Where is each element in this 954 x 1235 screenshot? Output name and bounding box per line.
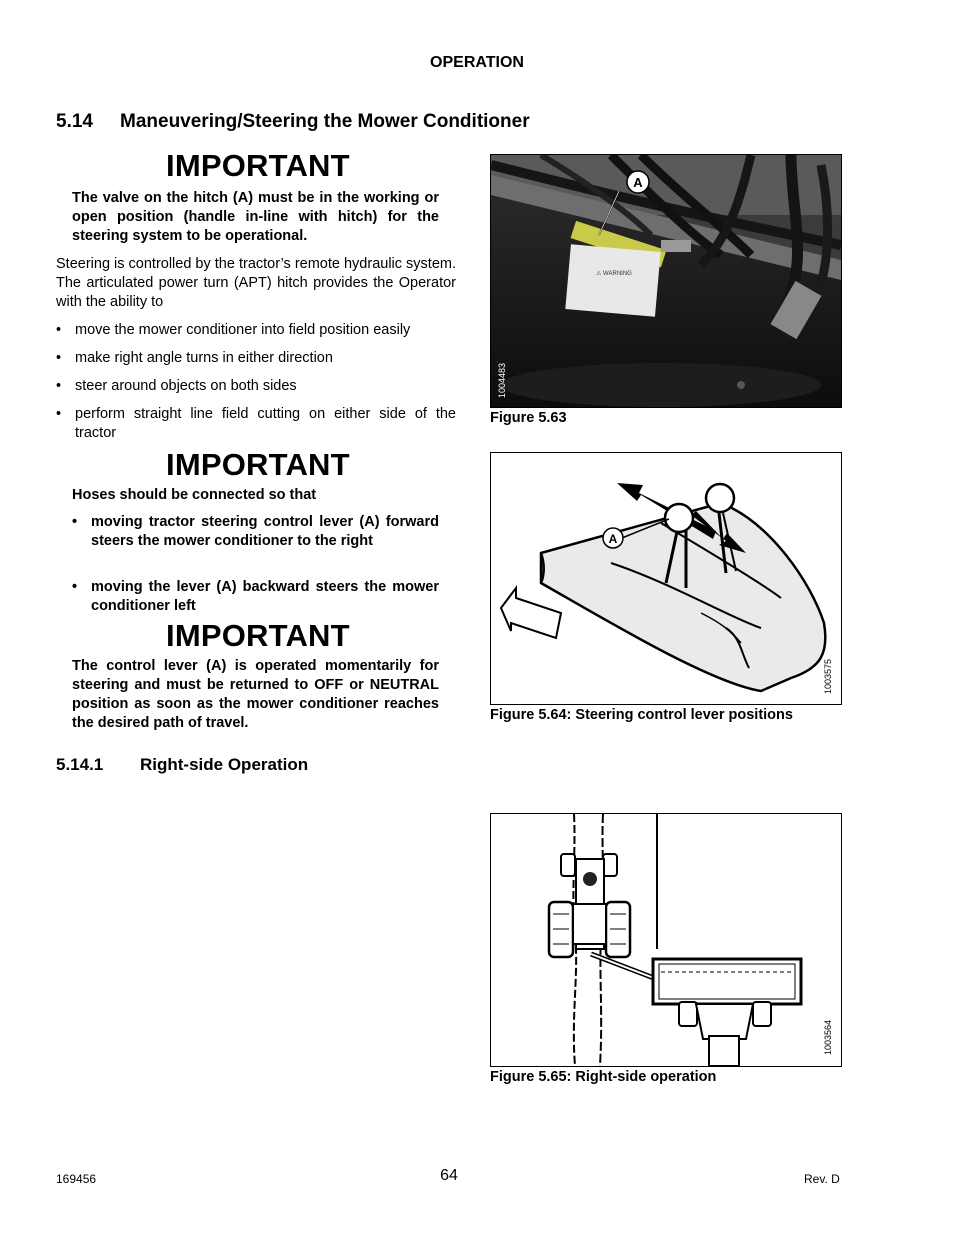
subsection-title: Right-side Operation	[140, 755, 309, 774]
figure-caption: Figure 5.65: Right-side operation	[490, 1069, 717, 1085]
document-number: 169456	[56, 1172, 97, 1186]
section-number: 5.14	[56, 111, 93, 132]
list-item-text: perform straight line field cutting on either side of the tractor	[75, 406, 456, 441]
important-label-2: IMPORTANT	[166, 447, 350, 482]
intro-paragraph: Steering is controlled by the tractor’s remote hydraulic system. The articulated power turn (APT) hitch provides the Operator with the ability to	[56, 256, 456, 310]
lever-knob-neutral	[706, 484, 734, 512]
list-item-text: moving tractor steering control lever (A) forward steers the mower conditioner to the right	[91, 514, 439, 549]
revision: Rev. D	[804, 1172, 840, 1186]
list-item-text: move the mower conditioner into field position easily	[75, 322, 411, 338]
important-text-2: Hoses should be connected so that	[72, 487, 317, 503]
figure-id: 1003575	[823, 659, 833, 695]
important-label-3: IMPORTANT	[166, 618, 350, 653]
list-item: • moving the lever (A) backward steers the mower conditioner left	[72, 579, 439, 614]
lever-knob-forward	[665, 504, 693, 532]
list-item-text: make right angle turns in either direction	[75, 350, 333, 366]
important-label-1: IMPORTANT	[166, 148, 350, 183]
figure-caption: Figure 5.64: Steering control lever positions	[490, 707, 793, 723]
right-side-operation-illustration	[491, 814, 841, 1066]
figure-id: 1003564	[823, 1020, 833, 1056]
figure-id: 1004483	[497, 363, 507, 399]
hitch-photo-illustration	[491, 155, 841, 407]
list-item: • moving tractor steering control lever (A) forward steers the mower conditioner to the right	[72, 514, 439, 549]
subsection-number: 5.14.1	[56, 755, 104, 774]
running-header: OPERATION	[430, 54, 524, 71]
important-text-1: The valve on the hitch (A) must be in the working or open position (handle in-line with hitch) for the steering system to be operational.	[72, 190, 439, 244]
subsection-heading	[56, 755, 308, 775]
figure-hitch-photo	[490, 154, 842, 408]
section-title: Maneuvering/Steering the Mower Conditioner	[120, 111, 530, 132]
important-text-3: The control lever (A) is operated momentarily for steering and must be returned to OFF or NEUTRAL position as soon as the mower conditioner reaches the desired path of travel.	[72, 658, 439, 731]
steering-lever-illustration	[491, 453, 841, 704]
list-item-text: steer around objects on both sides	[75, 378, 297, 394]
warning-decal-text: ⚠ WARNING	[596, 271, 632, 277]
section-heading	[56, 111, 530, 133]
list-item: • make right angle turns in either direction	[56, 350, 333, 366]
page-number: 64	[440, 1167, 458, 1184]
figure-right-side-operation	[490, 813, 842, 1067]
callout-label: A	[633, 175, 643, 190]
list-item: • steer around objects on both sides	[56, 378, 297, 394]
list-item-text: moving the lever (A) backward steers the mower conditioner left	[91, 579, 439, 614]
figure-steering-lever	[490, 452, 842, 705]
list-item: • perform straight line field cutting on either side of the tractor	[56, 406, 456, 441]
figure-caption: Figure 5.63	[490, 410, 567, 426]
callout-label: A	[608, 532, 618, 546]
list-item: • move the mower conditioner into field position easily	[56, 322, 411, 338]
